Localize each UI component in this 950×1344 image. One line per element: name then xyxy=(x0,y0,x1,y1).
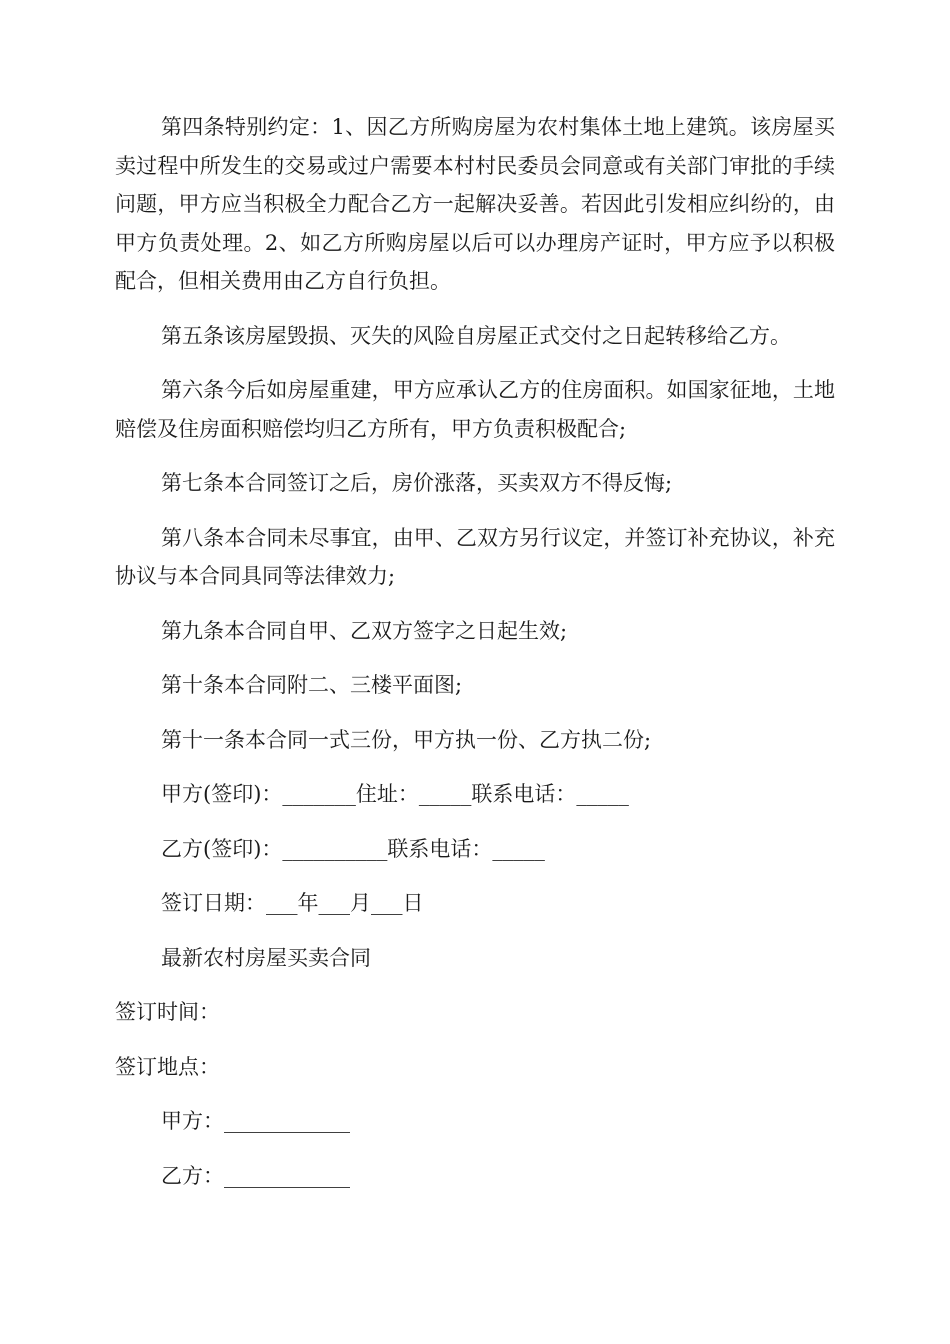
signing-date-line: 签订日期：___年___月___日 xyxy=(161,891,424,915)
article-7-no-regret: 第七条本合同签订之后，房价涨落，买卖双方不得反悔; xyxy=(161,471,673,495)
party-a-signature-line: 甲方(签印)：_______住址：_____联系电话：_____ xyxy=(161,782,629,806)
article-4-special-agreement: 第四条特别约定：1、因乙方所购房屋为农村集体土地上建筑。该房屋买卖过程中所发生的交易或过户需要本村村民委员会同意或有关部门审批的手续问题，甲方应当积极全力配合乙方一起解决妥善。若因此引发相应纠纷的，由甲方负责处理。2、如乙方所购房屋以后可以办理房产证时，甲方应予以积极配合，但相关费用由乙方自行负担。 xyxy=(115,115,835,293)
article-5-risk-transfer: 第五条该房屋毁损、灭失的风险自房屋正式交付之日起转移给乙方。 xyxy=(161,323,791,348)
signing-time-line: 签订时间： xyxy=(115,1000,220,1024)
article-11-copies: 第十一条本合同一式三份，甲方执一份、乙方执二份; xyxy=(161,727,652,752)
article-9-effective-date: 第九条本合同自甲、乙双方签字之日起生效; xyxy=(161,618,568,643)
party-b-line: 乙方：____________ xyxy=(161,1163,350,1188)
article-8-supplementary-agreement: 第八条本合同未尽事宜，由甲、乙双方另行议定，并签订补充协议，补充协议与本合同具同等法律效力; xyxy=(115,525,835,588)
document-page xyxy=(115,108,835,1195)
party-a-line: 甲方：____________ xyxy=(161,1109,350,1133)
party-b-signature-line: 乙方(签印)：__________联系电话：_____ xyxy=(161,836,545,861)
article-10-floor-plan: 第十条本合同附二、三楼平面图; xyxy=(161,673,463,697)
article-6-rebuild-compensation: 第六条今后如房屋重建，甲方应承认乙方的住房面积。如国家征地，土地赔偿及住房面积赔偿均归乙方所有，甲方负责积极配合; xyxy=(115,378,835,441)
signing-place-line: 签订地点： xyxy=(115,1054,220,1079)
new-contract-title: 最新农村房屋买卖合同 xyxy=(161,945,371,970)
